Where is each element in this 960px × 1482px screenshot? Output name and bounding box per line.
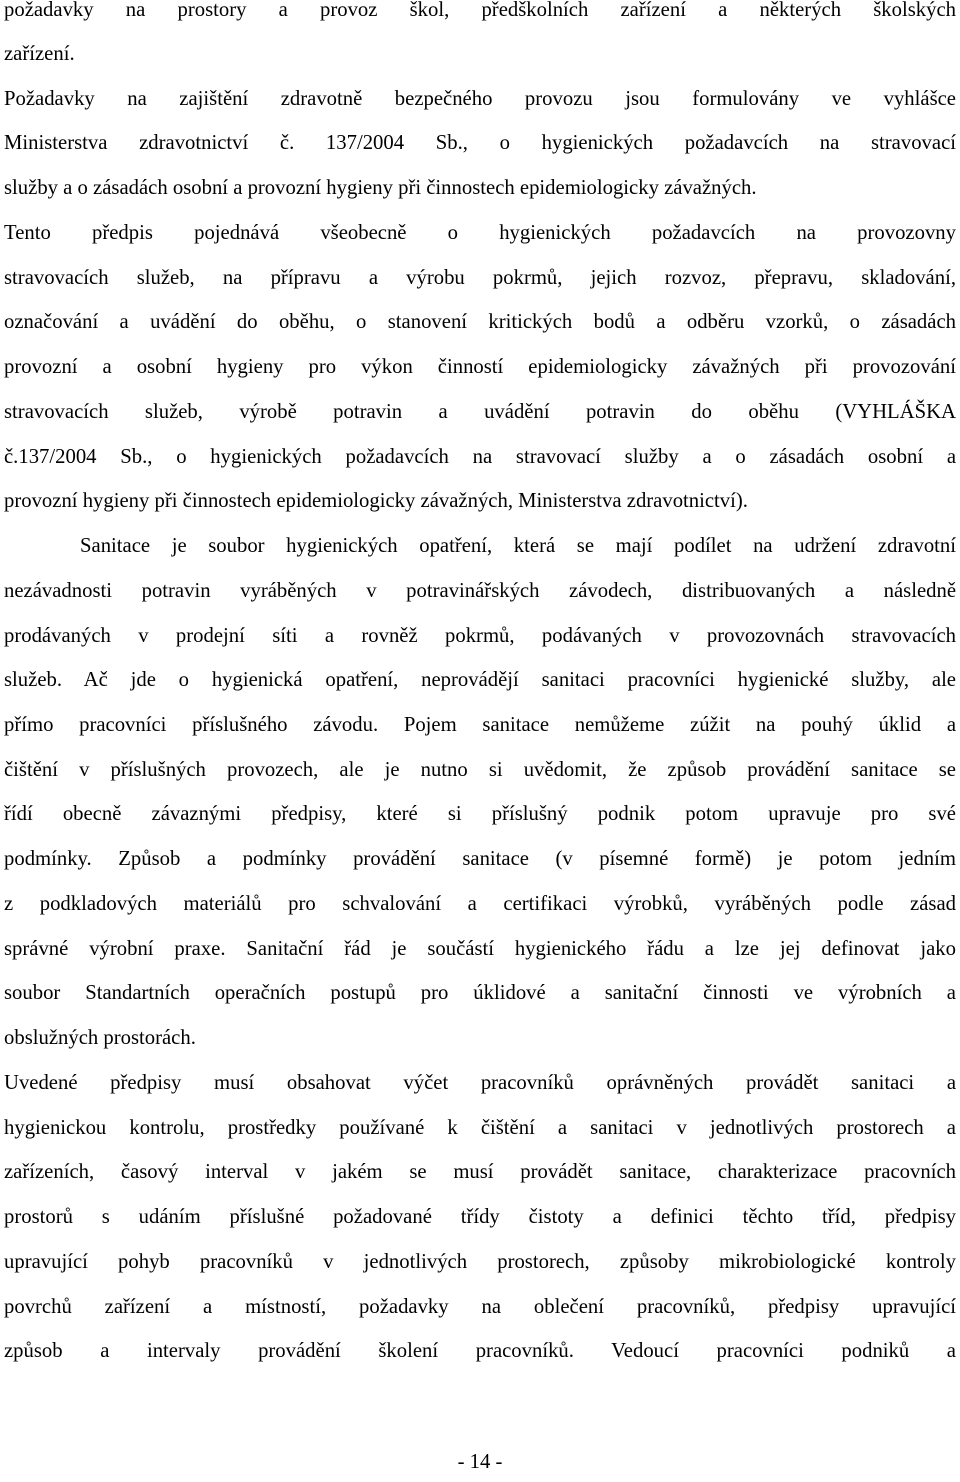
text-line-8: označování a uvádění do oběhu, o stanovení kritických bodů a odběru vzorků, o zásadách <box>4 311 956 333</box>
text-line-20: podmínky. Způsob a podmínky provádění sanitace (v písemné formě) je potom jedním <box>4 848 956 870</box>
text-line-13: Sanitace je soubor hygienických opatření, která se mají podílet na udržení zdravotní <box>80 535 956 557</box>
text-line-28: prostorů s udáním příslušné požadované třídy čistoty a definici těchto tříd, předpisy <box>4 1206 956 1228</box>
text-line-7: stravovacích služeb, na přípravu a výrobu pokrmů, jejich rozvoz, přepravu, skladování, <box>4 267 956 289</box>
page-number: - 14 - <box>457 1451 503 1473</box>
text-line-31: způsob a intervaly provádění školení pracovníků. Vedoucí pracovníci podniků a <box>4 1340 956 1362</box>
text-line-16: služeb. Ač jde o hygienická opatření, neprovádějí sanitaci pracovníci hygienické služby, ale <box>4 669 956 691</box>
text-line-5: služby a o zásadách osobní a provozní hygieny při činnostech epidemiologicky závažných. <box>4 177 757 199</box>
text-line-1: požadavky na prostory a provoz škol, předškolních zařízení a některých školských <box>4 0 956 21</box>
text-line-21: z podkladových materiálů pro schvalování a certifikaci výrobků, vyráběných podle zásad <box>4 893 956 915</box>
text-line-9: provozní a osobní hygieny pro výkon činností epidemiologicky závažných při provozování <box>4 356 956 378</box>
text-line-25: Uvedené předpisy musí obsahovat výčet pracovníků oprávněných provádět sanitaci a <box>4 1072 956 1094</box>
text-line-24: obslužných prostorách. <box>4 1027 196 1049</box>
text-line-17: přímo pracovníci příslušného závodu. Pojem sanitace nemůžeme zúžit na pouhý úklid a <box>4 714 956 736</box>
text-line-14: nezávadnosti potravin vyráběných v potravinářských závodech, distribuovaných a následně <box>4 580 956 602</box>
text-line-27: zařízeních, časový interval v jakém se musí provádět sanitace, charakterizace pracovních <box>4 1161 956 1183</box>
text-line-18: čištění v příslušných provozech, ale je nutno si uvědomit, že způsob provádění sanitace se <box>4 759 956 781</box>
text-line-19: řídí obecně závaznými předpisy, které si příslušný podnik potom upravuje pro své <box>4 803 956 825</box>
text-line-23: soubor Standartních operačních postupů pro úklidové a sanitační činnosti ve výrobních a <box>4 982 956 1004</box>
text-line-15: prodávaných v prodejní síti a rovněž pokrmů, podávaných v provozovnách stravovacích <box>4 625 956 647</box>
text-line-6: Tento předpis pojednává všeobecně o hygienických požadavcích na provozovny <box>4 222 956 244</box>
text-line-12: provozní hygieny při činnostech epidemiologicky závažných, Ministerstva zdravotnictví). <box>4 490 748 512</box>
text-line-11: č.137/2004 Sb., o hygienických požadavcích na stravovací služby a o zásadách osobní a <box>4 446 956 468</box>
document-page <box>4 0 956 1472</box>
text-line-2: zařízení. <box>4 43 75 65</box>
text-line-30: povrchů zařízení a místností, požadavky na oblečení pracovníků, předpisy upravující <box>4 1296 956 1318</box>
text-line-4: Ministerstva zdravotnictví č. 137/2004 Sb., o hygienických požadavcích na stravovací <box>4 132 956 154</box>
text-line-29: upravující pohyb pracovníků v jednotlivých prostorech, způsoby mikrobiologické kontroly <box>4 1251 956 1273</box>
text-line-10: stravovacích služeb, výrobě potravin a uvádění potravin do oběhu (VYHLÁŠKA <box>4 401 956 423</box>
text-line-22: správné výrobní praxe. Sanitační řád je součástí hygienického řádu a lze jej definovat jako <box>4 938 956 960</box>
text-line-3: Požadavky na zajištění zdravotně bezpečného provozu jsou formulovány ve vyhlášce <box>4 88 956 110</box>
text-line-26: hygienickou kontrolu, prostředky používané k čištění a sanitaci v jednotlivých prostorech a <box>4 1117 956 1139</box>
